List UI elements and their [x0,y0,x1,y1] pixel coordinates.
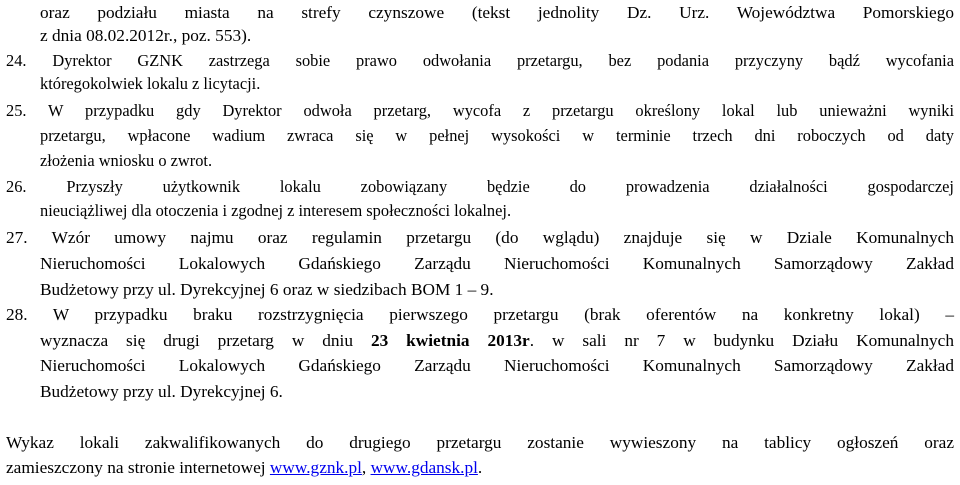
p24-line1 [6,50,954,74]
footer-separator: , [361,458,371,477]
link-gdansk[interactable]: www.gdansk.pl [370,458,478,477]
p28-line2-before: wyznacza się drugi przetarg w dniu [40,331,371,350]
footer-line2-after: . [477,458,483,477]
p26-line1 [6,176,954,200]
p28-line2 [40,330,954,354]
p27-text: Wzór umowy najmu oraz regulamin przetargu (do wglądu) znajduje się w Dziale Komunalnych [51,228,954,247]
p25-number: 25. [6,101,27,120]
footer-line2-before: zamieszczony na stronie internetowej [6,458,270,477]
p26-text: Przyszły użytkownik lokalu zobowiązany będzie do prowadzenia działalności gospodarczej [66,177,954,196]
footer-line1: Wykaz lokali zakwalifikowanych do drugiego przetargu zostanie wywieszony na tablicy ogłoszeń oraz [6,433,954,452]
p25-line1 [6,100,954,124]
p25-text: W przypadku gdy Dyrektor odwoła przetarg, wycofa z przetargu określony lokal lub unieważni wyniki [48,101,954,120]
p24-line2: któregokolwiek lokalu z licytacji. [40,74,261,93]
p28-line2-after: . w sali nr 7 w budynku Działu Komunalnych [529,331,954,350]
p26-line2: nieuciążliwej dla otoczenia i zgodnej z interesem społeczności lokalnej. [40,201,512,220]
p28-number: 28. [6,305,28,324]
p28-text: W przypadku braku rozstrzygnięcia pierwszego przetargu (brak oferentów na konkretny lokal) – [52,305,954,324]
p27-line1 [6,227,954,251]
p26-number: 26. [6,177,27,196]
p23-line2: z dnia 08.02.2012r., poz. 553). [40,26,252,45]
p27-line3: Budżetowy przy ul. Dyrekcyjnej 6 oraz w siedzibach BOM 1 – 9. [40,280,494,299]
p24-text: Dyrektor GZNK zastrzega sobie prawo odwołania przetargu, bez podania przyczyny bądź wycofania [52,51,954,70]
p28-line4: Budżetowy przy ul. Dyrekcyjnej 6. [40,382,283,401]
p25-line2: przetargu, wpłacone wadium zwraca się w pełnej wysokości w terminie trzech dni roboczych od daty [40,126,954,145]
p25-line3: złożenia wniosku o zwrot. [40,151,213,170]
p27-line2: Nieruchomości Lokalowych Gdańskiego Zarządu Nieruchomości Komunalnych Samorządowy Zakład [40,254,954,273]
p28-line1 [6,304,954,328]
p28-date: 23 kwietnia 2013r [370,331,530,350]
p23-line1: oraz podziału miasta na strefy czynszowe (tekst jednolity Dz. Urz. Województwa Pomorskiego [40,3,954,22]
link-gznk[interactable]: www.gznk.pl [269,458,362,477]
footer-line2 [6,457,482,481]
p27-number: 27. [6,228,28,247]
p28-line3: Nieruchomości Lokalowych Gdańskiego Zarządu Nieruchomości Komunalnych Samorządowy Zakład [40,356,954,375]
p24-number: 24. [6,51,27,70]
